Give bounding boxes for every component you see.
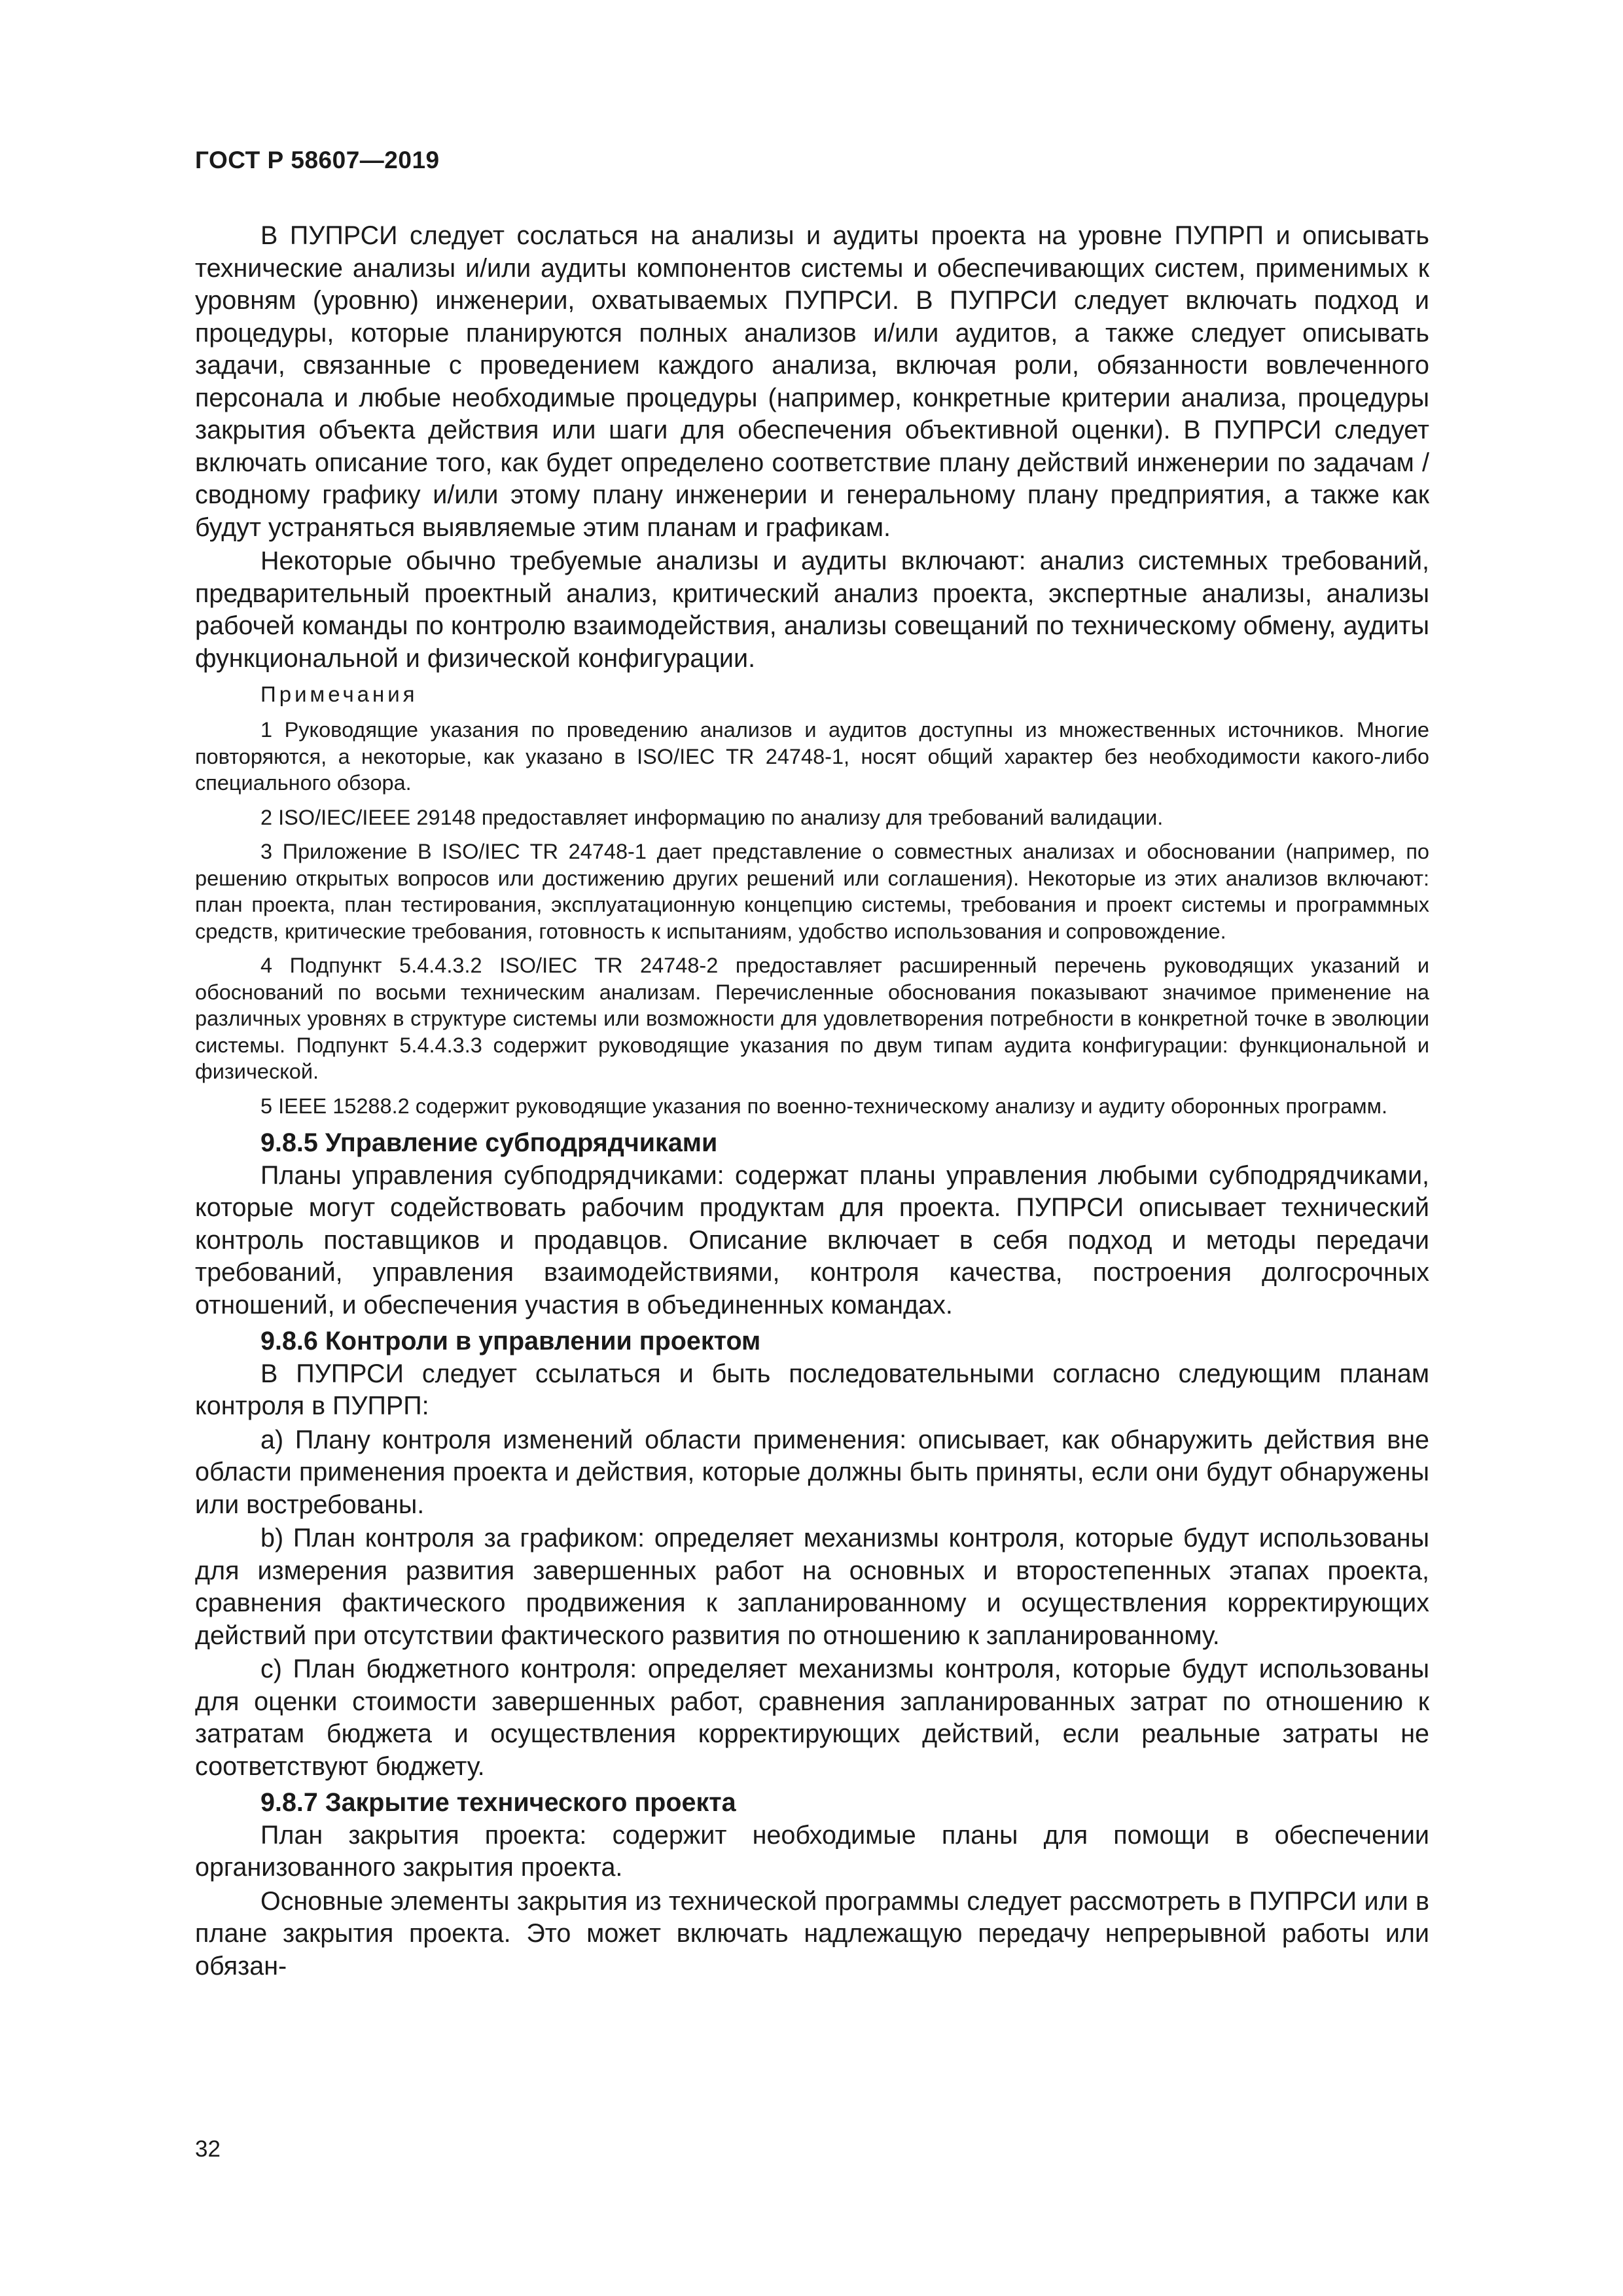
list-item-b: b) План контроля за графиком: определяет механизмы контроля, которые будут использованы для измерения развития завершенных работ на основных и второстепенных этапах проекта, сравнения фактического продвижения к запланированному и осуществления корректирующих действий при отсутствии фактического развития по отношению к запланированному. — [195, 1524, 1429, 1650]
paragraph: Некоторые обычно требуемые анализы и аудиты включают: анализ системных требований, предварительный проектный анализ, критический анализ проекта, экспертные анализы, анализы рабочей команды по контролю взаимодействия, анализы совещаний по техническому обмену, аудиты функциональной и физической конфигурации. — [195, 547, 1429, 673]
page-number: 32 — [195, 2136, 221, 2162]
note-item: 2 ISO/IEC/IEEE 29148 предоставляет информацию по анализу для требований валидации. — [260, 805, 1164, 829]
section-heading-9-8-7: 9.8.7 Закрытие технического проекта — [260, 1788, 736, 1817]
notes-title: Примечания — [260, 682, 418, 706]
notes-block — [195, 680, 1429, 1119]
note-item: 1 Руководящие указания по проведению анализов и аудитов доступны из множественных источников. Многие повторяются, а некоторые, как указано в ISO/IEC TR 24748-1, носят общий характер без необходимости какого-либо специального обзора. — [195, 718, 1429, 795]
note-item: 5 IEEE 15288.2 содержит руководящие указания по военно-техническому анализу и аудиту оборонных программ. — [260, 1094, 1387, 1118]
paragraph: Планы управления субподрядчиками: содержат планы управления любыми субподрядчиками, которые могут содействовать рабочим продуктам для проекта. ПУПРСИ описывает технический контроль поставщиков и продавцов. Описание включает в себя подход и методы передачи требований, управления взаимодействиями, контроля качества, построения долгосрочных отношений, и обеспечения участия в объединенных командах. — [195, 1160, 1429, 1319]
paragraph: Основные элементы закрытия из технической программы следует рассмотреть в ПУПРСИ или в плане закрытия проекта. Это может включать надлежащую передачу непрерывной работы или обязан- — [195, 1886, 1429, 1981]
section-heading-9-8-5: 9.8.5 Управление субподрядчиками — [260, 1128, 718, 1157]
paragraph: В ПУПРСИ следует ссылаться и быть последовательными согласно следующим планам контроля в ПУПРП: — [195, 1359, 1429, 1420]
list-item-c: c) План бюджетного контроля: определяет механизмы контроля, которые будут использованы для оценки стоимости завершенных работ, сравнения запланированных затрат по отношению к затратам бюджета и осуществления корректирующих действий, если реальные затраты не соответствуют бюджету. — [195, 1655, 1429, 1781]
list-item-a: a) Плану контроля изменений области применения: описывает, как обнаружить действия вне области применения проекта и действия, которые должны быть приняты, если они будут обнаружены или востребованы. — [195, 1425, 1429, 1519]
document-header: ГОСТ Р 58607—2019 — [195, 147, 440, 173]
section-heading-9-8-6: 9.8.6 Контроли в управлении проектом — [260, 1327, 761, 1355]
paragraph: План закрытия проекта: содержит необходимые планы для помощи в обеспечении организованного закрытия проекта. — [195, 1820, 1429, 1882]
note-item: 3 Приложение В ISO/IEC TR 24748-1 дает представление о совместных анализах и обосновании (например, по решению открытых вопросов или достижению других решений или соглашения). Некоторые из этих анализов включают: план проекта, план тестирования, эксплуатационную концепцию системы, требования и проект системы и программных средств, критические требования, готовность к испытаниям, удобство использования и сопровождение. — [195, 840, 1429, 943]
paragraph: В ПУПРСИ следует сослаться на анализы и аудиты проекта на уровне ПУПРП и описывать технические анализы и/или аудиты компонентов системы и обеспечивающих систем, применимых к уровням (уровню) инженерии, охватываемых ПУПРСИ. В ПУПРСИ следует включать подход и процедуры, которые планируются полных анализов и/или аудитов, а также следует описывать задачи, связанные с проведением каждого анализа, включая роли, обязанности вовлеченного персонала и любые необходимые процедуры (например, конкретные критерии анализа, процедуры закрытия объекта действия или шаги для обеспечения объективной оценки). В ПУПРСИ следует включать описание того, как будет определено соответствие плану действий инженерии по задачам /сводному графику и/или этому плану инженерии и генеральному плану предприятия, а также как будут устраняться выявляемые этим планам и графикам. — [195, 221, 1429, 542]
document-body — [195, 220, 1429, 1984]
note-item: 4 Подпункт 5.4.4.3.2 ISO/IEC TR 24748-2 предоставляет расширенный перечень руководящих указаний и обоснований по восьми техническим анализам. Перечисленные обоснования показывают значимое применение на различных уровнях в структуре системы или возможности для удовлетворения потребности в конкретной точке в эволюции системы. Подпункт 5.4.4.3.3 содержит руководящие указания по двум типам аудита конфигурации: функциональной и физической. — [195, 954, 1429, 1083]
